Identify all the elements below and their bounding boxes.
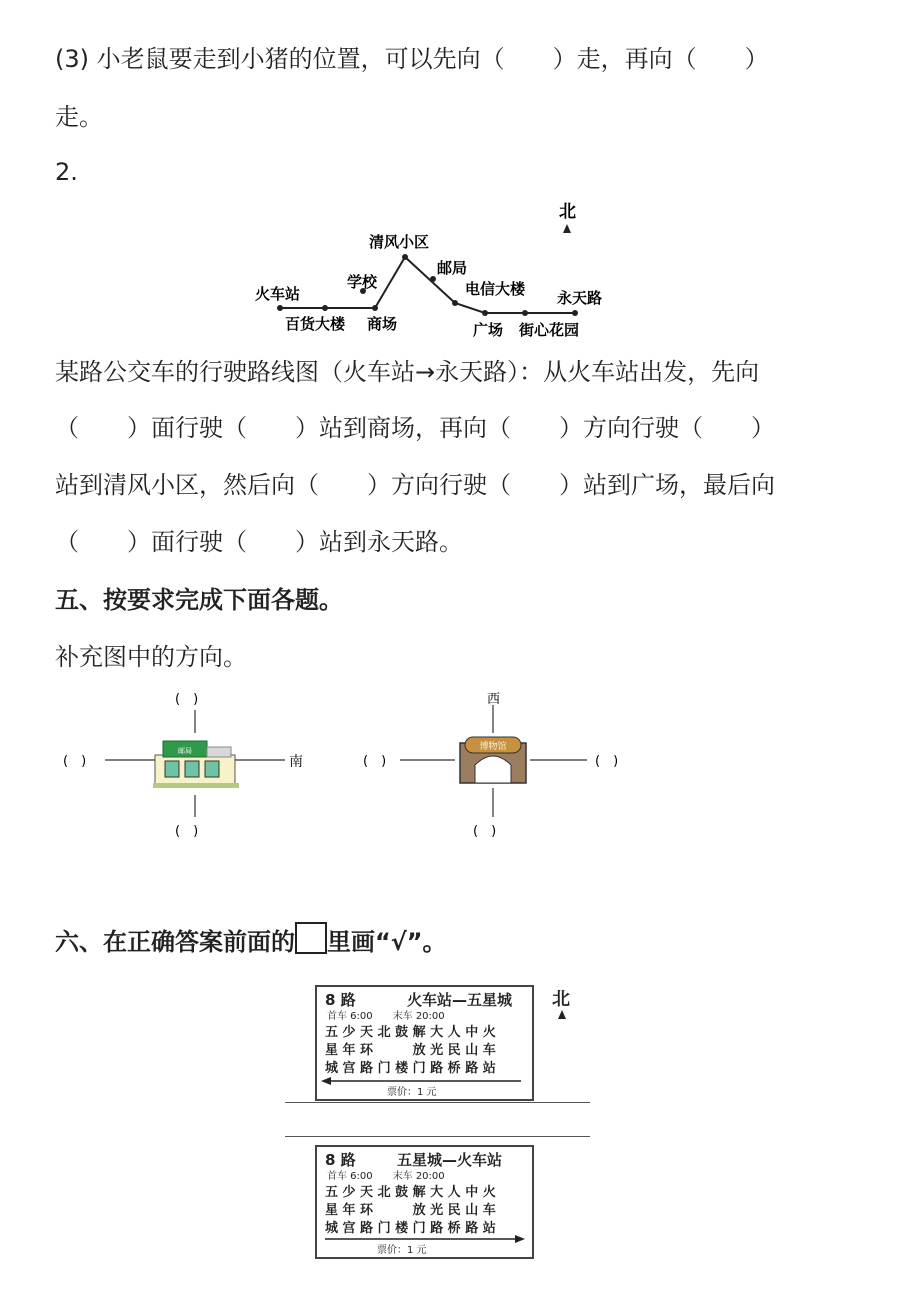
sign1-row3: 城 宫 路 门 楼 门 路 桥 路 站 [325, 1061, 496, 1076]
sign2-fare: 票价：1 元 [377, 1245, 427, 1256]
map-north-label: 北 [559, 202, 576, 222]
station-department-store: 百货大楼 [285, 315, 346, 333]
sign2-row2: 星 年 环 放 光 民 山 车 [325, 1203, 496, 1218]
diagram1-top-blank: ( ) [175, 692, 199, 707]
sign2-direction: 五星城—火车站 [397, 1151, 503, 1169]
q3-line2: 走。 [55, 103, 103, 131]
diagram1-right-label: 南 [289, 754, 303, 770]
q2-label: 2. [55, 158, 78, 186]
q2-text-line4: （ ）面行驶（ ）站到永天路。 [55, 528, 463, 556]
diagram1-left-blank: ( ) [63, 754, 87, 769]
sign1-times: 首车 6:00 末车 20:00 [327, 1011, 445, 1022]
section6-title-before: 六、在正确答案前面的 [55, 928, 295, 956]
bus-sign-2 [315, 1145, 534, 1259]
direction-diagram-2 [355, 685, 655, 845]
sign2-row1: 五 少 天 北 鼓 解 大 人 中 火 [325, 1185, 496, 1200]
diagram1-bottom-blank: ( ) [175, 824, 199, 839]
sign2-route: 8 路 [325, 1151, 356, 1169]
q2-text-line3: 站到清风小区，然后向（ ）方向行驶（ ）站到广场，最后向 [55, 471, 775, 499]
road-line-top [285, 1102, 590, 1103]
diagram2-top-label: 西 [487, 692, 501, 707]
signs-north-label: 北 [552, 989, 570, 1010]
bus-route-map [245, 195, 625, 345]
diagram2-bottom-blank: ( ) [473, 824, 497, 839]
sign1-direction: 火车站—五星城 [407, 991, 513, 1009]
q3-line1: (3) 小老鼠要走到小猪的位置，可以先向（ ）走，再向（ ） [55, 45, 769, 73]
section6-title-after: 里画“√”。 [327, 928, 447, 956]
section5-instruction: 补充图中的方向。 [55, 643, 247, 671]
section5-title: 五、按要求完成下面各题。 [55, 586, 343, 614]
q2-text-line1: 某路公交车的行驶路线图（火车站→永天路）：从火车站出发，先向 [55, 358, 760, 386]
bus-sign-1 [315, 985, 534, 1101]
station-post-office: 邮局 [437, 259, 468, 277]
museum-sign: 博物馆 [479, 742, 507, 752]
sign2-times: 首车 6:00 末车 20:00 [327, 1171, 445, 1182]
station-mall: 商场 [367, 315, 398, 333]
station-school: 学校 [347, 273, 378, 291]
diagram2-left-blank: ( ) [363, 754, 387, 769]
station-qingfeng: 清风小区 [369, 233, 430, 251]
answer-checkbox-sample [295, 922, 327, 954]
station-telecom: 电信大楼 [465, 280, 526, 298]
station-yongtian: 永天路 [557, 289, 603, 307]
q2-text-line2: （ ）面行驶（ ）站到商场，再向（ ）方向行驶（ ） [55, 414, 775, 442]
sign1-row2: 星 年 环 放 光 民 山 车 [325, 1043, 496, 1058]
diagram2-right-blank: ( ) [595, 754, 619, 769]
direction-diagram-1 [55, 685, 315, 845]
post-office-building-icon [153, 741, 239, 788]
sign1-fare: 票价：1 元 [387, 1087, 437, 1098]
sign2-row3: 城 宫 路 门 楼 门 路 桥 路 站 [325, 1221, 496, 1236]
station-train: 火车站 [255, 285, 301, 303]
station-square: 广场 [473, 321, 504, 339]
sign1-route: 8 路 [325, 991, 356, 1009]
north-arrow-icon [558, 1010, 566, 1019]
section6-title [55, 922, 447, 959]
station-garden: 街心花园 [519, 321, 580, 339]
post-office-sign: 邮局 [178, 747, 192, 755]
sign1-row1: 五 少 天 北 鼓 解 大 人 中 火 [325, 1025, 496, 1040]
museum-building-icon [460, 737, 526, 783]
road-line-bottom [285, 1136, 590, 1137]
